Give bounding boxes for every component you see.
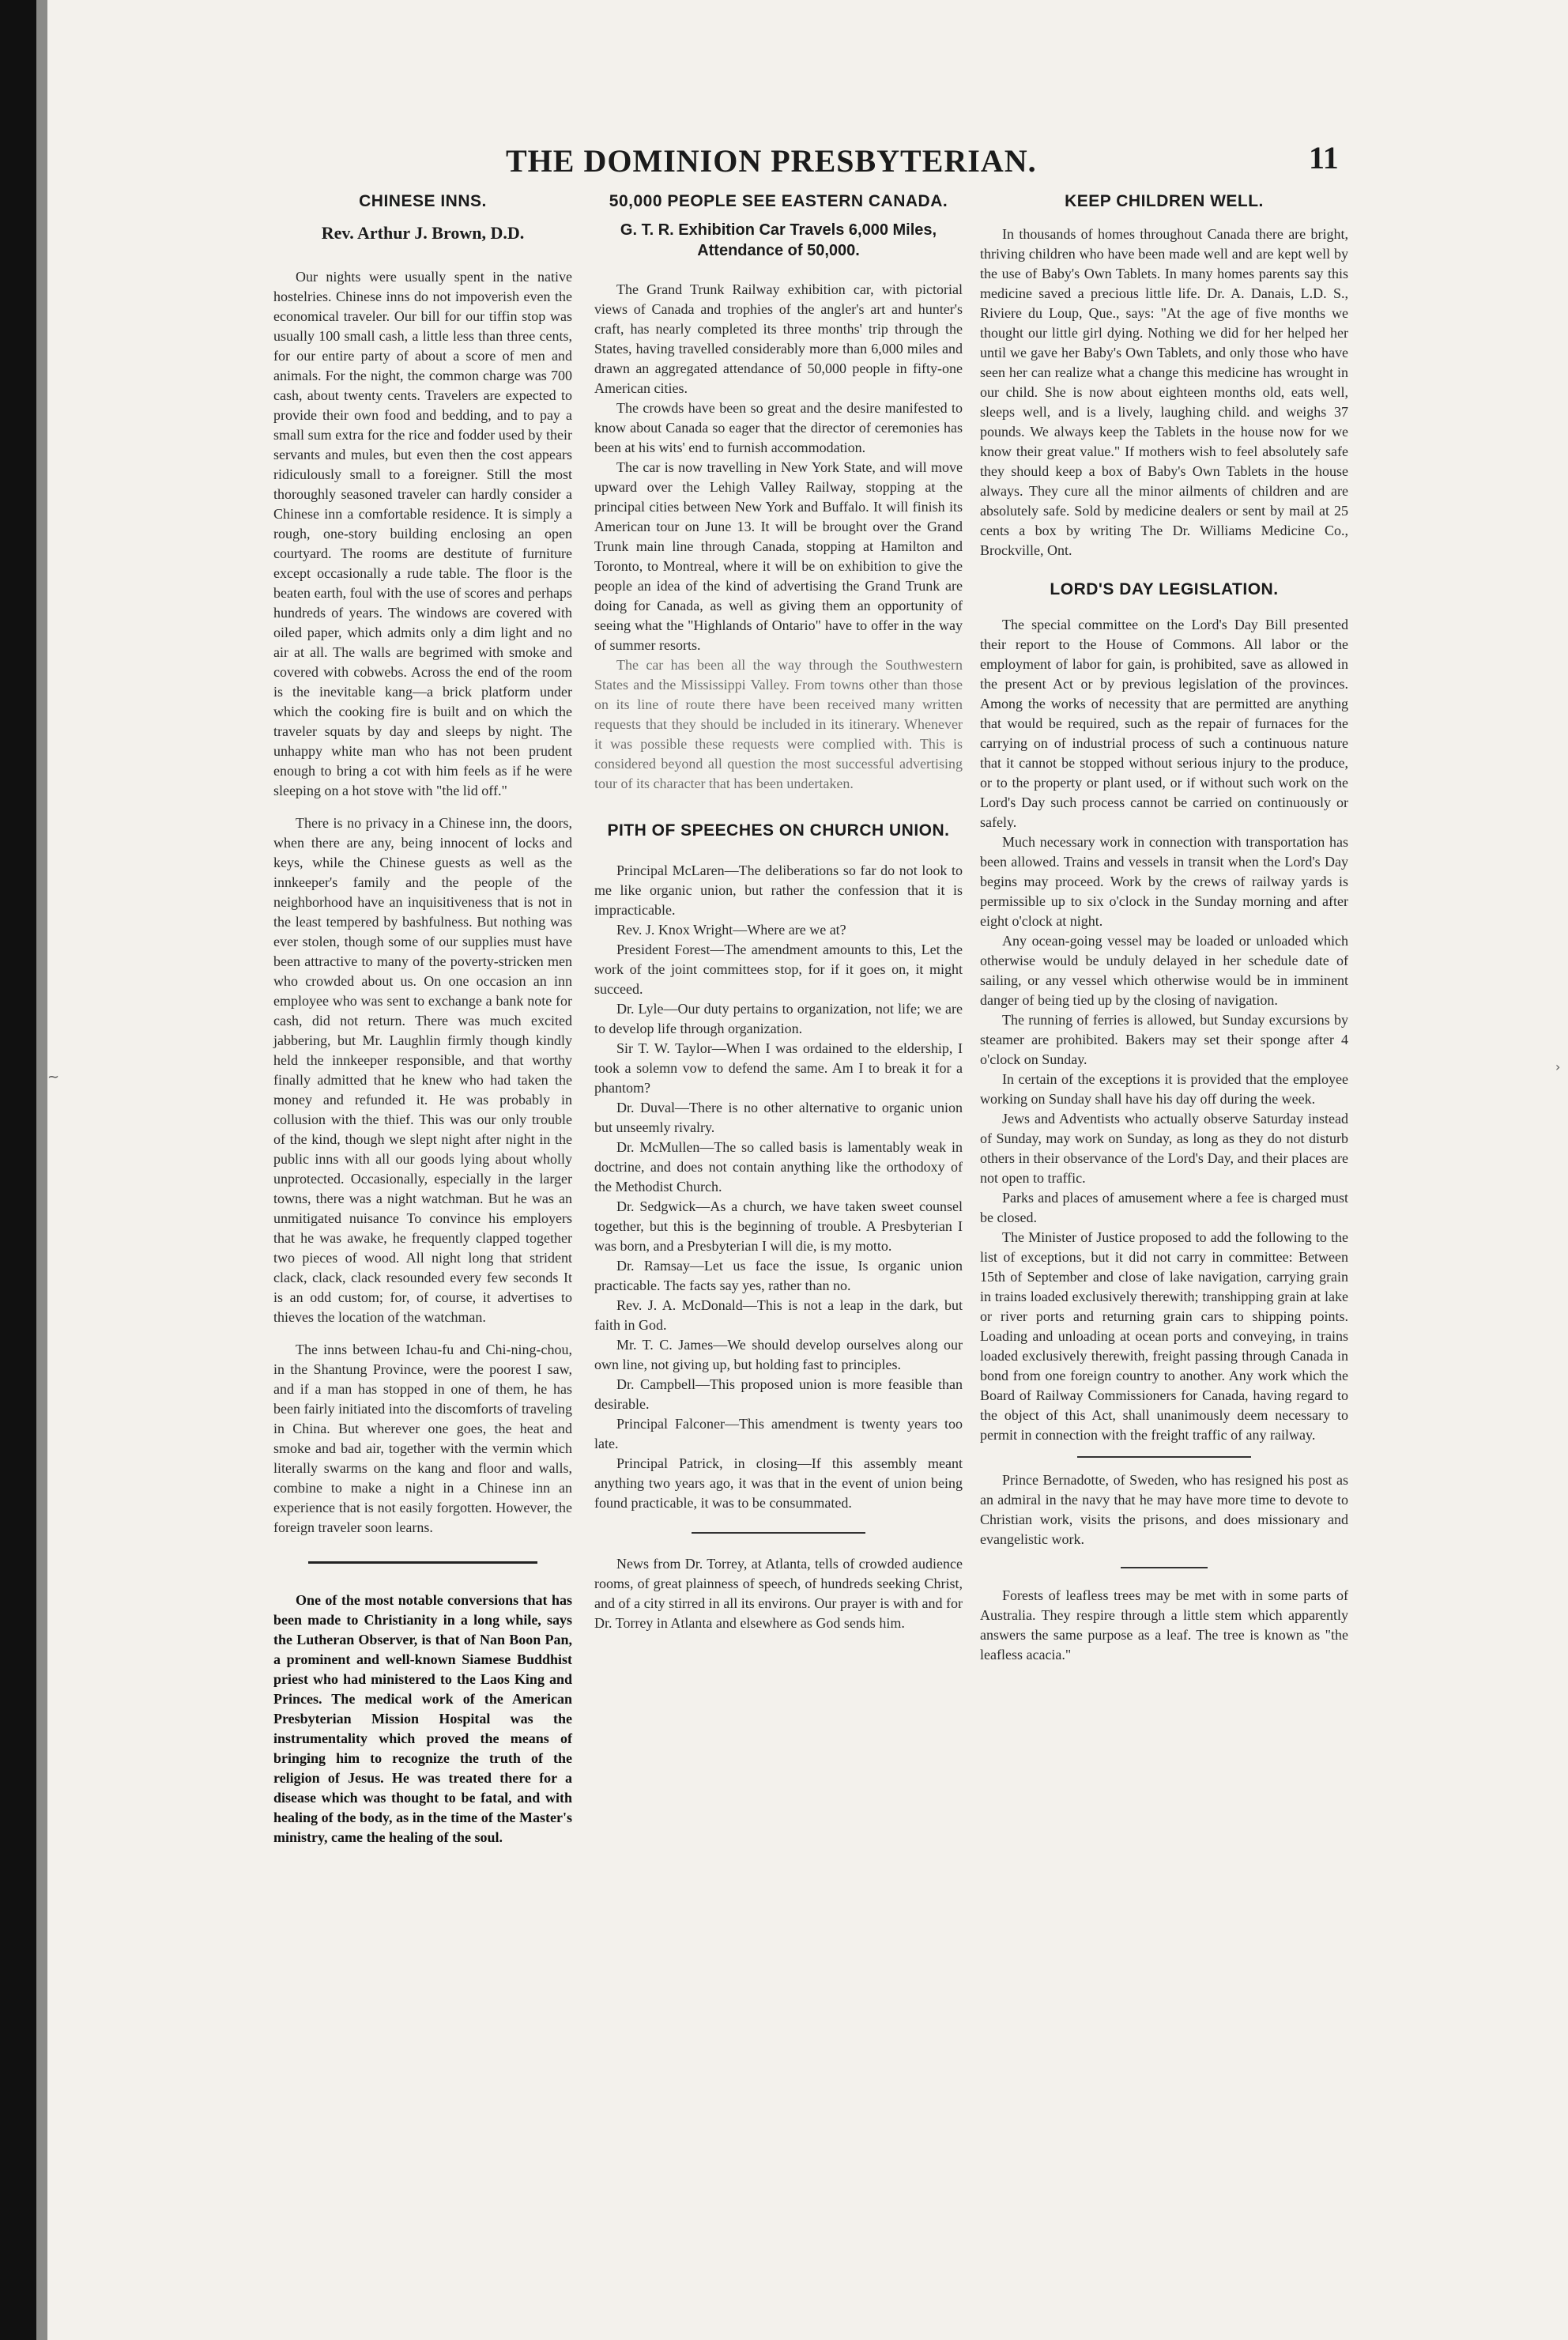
article-paragraph: The car is now travelling in New York State, and will move upward over the Lehigh Valley Railway, stopping at the principal cities between New York and Buffalo. It will finish its American tour on June 13. It will be brought over the Grand Trunk main line through Canada, stopping at Hamilton and Toronto, to Montreal, where it will be on exhibition to give the people an idea of the kind of advertising the Grand Trunk are doing for Canada, as well as giving them an opportunity of seeing what the "Highlands of Ontario" have to offer in the way of summer resorts. <box>594 459 963 654</box>
section-divider <box>1077 1456 1251 1458</box>
article-paragraph: In thousands of homes throughout Canada there are bright, thriving children who have been made well and are kept well by the use of Baby's Own Tablets. In many homes parents say this medicine saved a precious little life. Dr. A. Danais, L.D. S., Riviere du Loup, Que., says: "At the age of five months we thought our little girl dying. Nothing we did for her helped her until we gave her Baby's Own Tablets, and only those who have seen her can realize what a change this medicine has wrought in our child. She is now about eighteen months old, eats well, sleeps well, and is a lively, laughing child. and weighs 37 pounds. We always keep the Tablets in the house now for we know their great value." If mothers wish to feel absolutely safe they should keep a box of Baby's Own Tablets in the house always. They cure all the minor ailments of children and are absolutely safe. Sold by medicine dealers or sent by mail at 25 cents a box by writing The Dr. Williams Medicine Co., Brockville, Ont. <box>980 226 1348 559</box>
section-divider <box>308 1561 537 1564</box>
article-paragraph: There is no privacy in a Chinese inn, the doors, when there are any, being innocent of locks and keys, while the Chinese guests as well as the innkeeper's family and the people of the neighborhood have an inquisitiveness that is not in the least tempered by bashfulness. But nothing was ever stolen, though some of our supplies must have been attractive to many of the poverty-stricken men who crowded about us. On one occasion an inn employee who was sent to exchange a bank note for cash, did not return. There was much excited jabbering, but Mr. Laughlin firmly though kindly held the innkeeper responsible, and that worthy finally admitted that he knew who had taken the money and refunded it. He was probably in collusion with the thief. This was our only trouble of the kind, though we slept night after night in the public inns with all our goods lying about wholly unprotected. Occasionally, especially in the larger towns, there was a night watchman. But he was an unmitigated nuisance To convince his employers that he was awake, he frequently clapped together two pieces of wood. All night long that strident clack, clack, clack resounded every few seconds It is an odd custom; for, of course, it advertises to thieves the location of the watchman. <box>273 815 572 1326</box>
news-note-torrey: News from Dr. Torrey, at Atlanta, tells of crowded audience rooms, of great plainness of speech, of hundreds seeking Christ, and of a city stirred in all its environs. Our prayer is with and for Dr. Torrey in Atlanta and elsewhere as God sends him. <box>594 1555 963 1631</box>
column-left <box>273 188 572 1847</box>
article-paragraph: The special committee on the Lord's Day Bill presented their report to the House of Commons. All labor or the employment of labor for gain, is prohibited, save as allowed in the present Act or by previous legislation of the provinces. Among the works of necessity that are permitted are anything that would be required, such as the repair of furnaces for the carrying on of industrial process of such a continuous nature that it cannot be stopped without serious injury to the produce, or to the property or plant used, or if without such work on the Lord's Day such process cannot be carried on continuously or safely. <box>980 616 1348 830</box>
running-header: THE DOMINION PRESBYTERIAN. <box>506 143 1037 179</box>
article-paragraph: Our nights were usually spent in the native hostelries. Chinese inns do not impoverish even the economical traveler. Our bill for our tiffin stop was usually 100 small cash, a little less than three cents, for our entire party of about a score of men and animals. For the night, the common charge was 700 cash, about twenty cents. Travelers are expected to provide their own food and bedding, and to pay a small sum extra for the rice and fodder used by their servants and mules, but even then the cost appears ridiculously small to a foreigner. Still the most thoroughly seasoned traveler can hardly consider a Chinese inn a comfortable residence. It is simply a rough, one-story building enclosing an open courtyard. The rooms are destitute of furniture except occasionally a rude table. The floor is the beaten earth, foul with the use of scores and perhaps hundreds of years. The windows are covered with oiled paper, which admits only a dim light and no air at all. The walls are begrimed with smoke and covered with cobwebs. Across the end of the room is the inevitable kang—a brick platform under which the cooking fire is built and on which the traveler squats by day and sleeps by night. The unhappy white man who has not been prudent enough to bring a cot with him feels as if he were sleeping on a hot stove with "the lid off." <box>273 269 572 799</box>
section-divider <box>1121 1567 1208 1568</box>
speech-quote: President Forest—The amendment amounts to this, Let the work of the joint committees stop, for if it goes on, it might succeed. <box>594 941 963 997</box>
speech-quote: Principal McLaren—The deliberations so far do not look to me like organic union, but rather the confession that it is impracticable. <box>594 862 963 918</box>
news-note-conversion: One of the most notable conversions that has been made to Christianity in a long while, says the Lutheran Observer, is that of Nan Boon Pan, a prominent and well-known Siamese Buddhist priest who had ministered to the Laos King and Princes. The medical work of the American Presbyterian Mission Hospital was the instrumentality which proved the means of bringing him to recognize the truth of the religion of Jesus. He was treated there for a disease which was thought to be fatal, and with healing of the body, as in the time of the Master's ministry, came the healing of the soul. <box>273 1592 572 1846</box>
speech-quote: Dr. Ramsay—Let us face the issue, Is organic union practicable. The facts say yes, rather than no. <box>594 1257 963 1293</box>
article-byline: Rev. Arthur J. Brown, D.D. <box>321 223 525 243</box>
margin-mark-right: › <box>1555 1059 1561 1074</box>
margin-mark-left: ~ <box>47 1069 60 1085</box>
article-headline-lords-day: LORD'S DAY LEGISLATION. <box>1050 580 1279 599</box>
speech-quote: Principal Patrick, in closing—If this assembly meant anything two years ago, it was that in the event of union being found practicable, it was to be consummated. <box>594 1455 963 1511</box>
article-paragraph: The Grand Trunk Railway exhibition car, with pictorial views of Canada and trophies of the angler's art and hunter's craft, has nearly completed its three months' trip through the States, having travelled considerably more than 6,000 miles and drawn an aggregated attendance of 50,000 people in fifty-one American cities. <box>594 281 963 397</box>
speech-quote: Mr. T. C. James—We should develop ourselves along our own line, not giving up, but holding fast to principles. <box>594 1336 963 1372</box>
news-note-leafless-acacia: Forests of leafless trees may be met with in some parts of Australia. They respire through a little stem which apparently answers the same purpose as a leaf. The tree is known as "the leafless acacia." <box>980 1587 1348 1663</box>
article-paragraph: Any ocean-going vessel may be loaded or unloaded which otherwise would be unduly delayed in her schedule date of sailing, or any vessel which otherwise would be in imminent danger of being tied up by the closing of navigation. <box>980 932 1348 1008</box>
speech-quote: Rev. J. Knox Wright—Where are we at? <box>616 921 846 938</box>
article-paragraph: The running of ferries is allowed, but Sunday excursions by steamer are prohibited. Bakers may set their sponge after 4 o'clock on Sunday. <box>980 1011 1348 1067</box>
article-headline-church-union: PITH OF SPEECHES ON CHURCH UNION. <box>607 821 950 840</box>
article-paragraph: The inns between Ichau-fu and Chi-ning-chou, in the Shantung Province, were the poorest I saw, and if a man has stopped in one of them, he has been fairly initiated into the discomforts of traveling in China. But wherever one goes, the heat and smoke and bad air, together with the vermin which literally swarms on the kang and floor and walls, combine to make a night in a Chinese inn an experience that is not easily forgotten. However, the foreign traveler soon learns. <box>273 1342 572 1536</box>
article-headline-chinese-inns: CHINESE INNS. <box>359 192 487 210</box>
speech-quote: Dr. Sedgwick—As a church, we have taken sweet counsel together, but this is the beginning of trouble. A Presbyterian I was born, and a Presbyterian I will die, is my motto. <box>594 1198 963 1254</box>
article-paragraph: The crowds have been so great and the desire manifested to know about Canada so eager that the director of ceremonies has been at his wits' end to furnish accommodation. <box>594 400 963 456</box>
news-note-bernadotte: Prince Bernadotte, of Sweden, who has resigned his post as an admiral in the navy that he may have more time to devote to Christian work, visits the prisons, and does missionary and evangelistic work. <box>980 1471 1348 1547</box>
speech-quote: Sir T. W. Taylor—When I was ordained to the eldership, I took a solemn vow to defend the same. Am I to break it for a phantom? <box>594 1040 963 1096</box>
speech-quote: Dr. Lyle—Our duty pertains to organization, not life; we are to develop life through organization. <box>594 1000 963 1036</box>
scan-edge-gutter <box>36 0 47 2340</box>
article-headline-keep-children-well: KEEP CHILDREN WELL. <box>1065 192 1264 210</box>
article-paragraph: Jews and Adventists who actually observe Saturday instead of Sunday, may work on Sunday, as long as they do not disturb others in their observance of the Lord's Day, and their places are not open to traffic. <box>980 1110 1348 1186</box>
speech-quote: Dr. Duval—There is no other alternative to organic union but unseemly rivalry. <box>594 1099 963 1135</box>
article-paragraph: The Minister of Justice proposed to add the following to the list of exceptions, but it did not carry in committee: Between 15th of September and close of lake navigation, carrying grain in trains loaded exclusively therewith; transhipping grain at lake or river ports and returning grain cars to shipping points. Loading and unloading at ocean ports and conveying, in trains loaded exclusively therewith, freight passing through Canada in bond from one foreign country to another. Any work which the Board of Railway Commissioners for Canada, having regard to the object of this Act, shall unanimously deem necessary to permit in connection with the freight traffic of any railway. <box>980 1228 1348 1443</box>
column-right <box>980 188 1348 1665</box>
page-number: 11 <box>1309 140 1339 176</box>
speech-quote: Dr. McMullen—The so called basis is lamentably weak in doctrine, and does not contain anything like the orthodoxy of the Methodist Church. <box>594 1138 963 1195</box>
column-middle <box>594 188 963 1633</box>
article-headline-eastern-canada: 50,000 PEOPLE SEE EASTERN CANADA. <box>609 192 948 210</box>
article-paragraph: The car has been all the way through the Southwestern States and the Mississippi Valley. From towns other than those on its line of route there have been received many written requests that they should be included in its itinerary. Whenever it was possible these requests were complied with. This is considered beyond all question the most successful advertising tour of its character that has been undertaken. <box>594 657 963 792</box>
speech-quote: Principal Falconer—This amendment is twenty years too late. <box>594 1415 963 1451</box>
speech-quote: Dr. Campbell—This proposed union is more feasible than desirable. <box>594 1376 963 1412</box>
article-paragraph: Much necessary work in connection with transportation has been allowed. Trains and vessels in transit when the Lord's Day begins may proceed. Work by the crews of railway yards is permissible up to six o'clock in the Sunday morning and after eight o'clock at night. <box>980 833 1348 929</box>
article-paragraph: Parks and places of amusement where a fee is charged must be closed. <box>980 1189 1348 1225</box>
section-divider <box>692 1532 865 1534</box>
article-subhead: G. T. R. Exhibition Car Travels 6,000 Miles, Attendance of 50,000. <box>620 221 937 260</box>
scan-edge-shadow <box>0 0 36 2340</box>
article-paragraph: In certain of the exceptions it is provided that the employee working on Sunday shall have his day off during the week. <box>980 1070 1348 1107</box>
speech-quote: Rev. J. A. McDonald—This is not a leap in the dark, but faith in God. <box>594 1296 963 1333</box>
